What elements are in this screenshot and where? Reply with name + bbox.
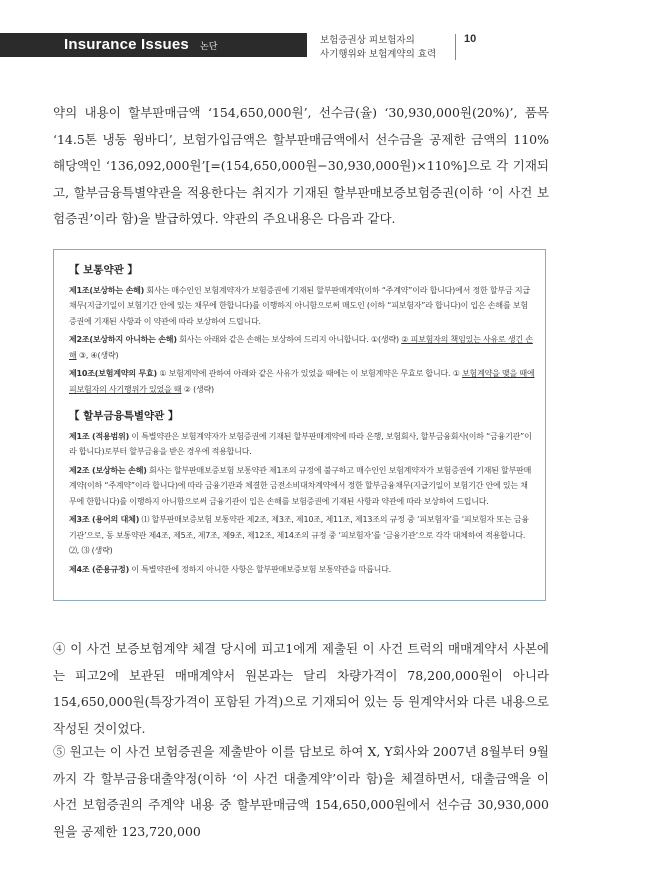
journal-title: Insurance Issues — [64, 36, 189, 53]
terms-box-content — [69, 263, 535, 580]
special-article-1 — [69, 429, 535, 460]
special-terms-title: 【 할부금융특별약관 】 — [69, 410, 179, 422]
article-heading: 제2조 (보상하는 손해) — [69, 465, 147, 475]
special-article-2 — [69, 463, 535, 510]
article-body: ⑴ 할부판매보증보험 보통약관 제2조, 제3조, 제10조, 제11조, 제13조의 규정 중 ‘피보험자’를 ‘피보험자 또는 금융기관’으로, 동 보통약관 제4조, 제5조, 제7조, 제9조, 제12조, 제14조의 규정 중 ‘피보험자’를 ‘금융기관’으로 각각 대체하여 적용합니다. — [69, 515, 529, 540]
special-article-3 — [69, 512, 535, 559]
general-terms-title: 【 보통약관 】 — [69, 264, 138, 276]
article-heading: 제10조(보험계약의 무효) — [69, 369, 157, 378]
header-divider — [455, 34, 456, 60]
article-heading: 제4조 (준용규정) — [69, 564, 130, 574]
page-number: 10 — [464, 33, 477, 45]
terms-box — [53, 249, 546, 601]
general-article-1 — [69, 283, 535, 330]
article-heading: 제1조 (적용범위) — [69, 431, 130, 441]
general-article-2 — [69, 332, 535, 363]
article-title — [320, 34, 436, 62]
article-body: 회사는 아래와 같은 손해는 보상하여 드리지 아니합니다. ①(생략) — [176, 335, 402, 344]
article-heading: 제3조 (용어의 대체) — [69, 515, 140, 524]
article-body: ③, ④(생략) — [76, 350, 119, 360]
section-label: 논단 — [200, 42, 218, 52]
article-body: 이 특별약관은 보험계약자가 보험증권에 기재된 할부판매계약에 따라 은행, 보험회사, 할부금융회사(이하 “금융기관”이라 합니다)로부터 할부금융을 받은 경우에 적용합니다. — [69, 431, 532, 456]
article-body: 회사는 매수인인 보험계약자가 보험증권에 기재된 할부판매계약(이하 “주계약”이라 합니다)에서 정한 할부금 지급채무(지급기일이 보험기간 안에 있는 채무에 한합니다)를 이행하지 아니함으로써 매도인 (이하 “피보험자”라 합니다)이 입은 손해를 보험증권에 기재된 사항과 이 약관에 따라 보상하여 드립니다. — [69, 285, 530, 326]
article-underlined-text: 보험계약을 맺을 때에 피보험자의 사기행위가 있었을 때 — [69, 369, 535, 394]
general-article-10 — [69, 366, 535, 397]
body-paragraph-3: ⑤ 원고는 이 사건 보험증권을 제출받아 이를 담보로 하여 X, Y회사와 2007년 8월부터 9월까지 각 할부금융대출약정(이하 ‘이 사건 대출계약’이라 함)을 체결하면서, 대출금액을 이 사건 보험증권의 주계약 내용 중 할부판매금액 154,650,000원에서 선수금 30,930,000원을 공제한 123,720,000 — [53, 744, 549, 839]
article-body: ① 보험계약에 관하여 아래와 같은 사유가 있었을 때에는 이 보험계약은 무효로 합니다. ① — [156, 369, 463, 378]
special-article-4 — [69, 562, 535, 578]
body-paragraph-2: ④ 이 사건 보증보험계약 체결 당시에 피고1에게 제출된 이 사건 트럭의 매매계약서 사본에는 피고2에 보관된 매매계약서 원본과는 달리 차량가격이 78,200,000원이 아니라 154,650,000원(특장가격이 포함된 가격)으로 기재되어 있는 등 원계약서와 다른 내용으로 작성된 것이었다. — [53, 641, 549, 736]
article-heading: 제1조(보상하는 손해) — [69, 285, 145, 295]
article-body: 회사는 할부판매보증보험 보통약관 제1조의 규정에 불구하고 매수인인 보험계약자가 보험증권에 기재된 할부판매계약(이하 “주계약”이라 합니다)에 따라 금융기관과 체결한 금전소비대차계약에서 정한 할부금융채무(지급기일이 보험기간 안에 있는 채무에 한합니다)를 이행하지 아니함으로써 금융기관이 입은 손해를 보험증권에 기재된 사항과 약관에 따라 보상하여 드립니다. — [69, 465, 532, 506]
article-title-line1: 보험증권상 피보험자의 — [320, 35, 415, 46]
body-paragraph-1: 약의 내용이 할부판매금액 ‘154,650,000원’, 선수금(율) ‘30,930,000원(20%)’, 품목 ‘14.5톤 냉동 윙바디’, 보험가입금액은 할부판매금액에서 선수금을 공제한 금액의 110% 해당액인 ‘136,092,000원’[=(154,650,000원−30,930,000원)×110%]으로 각 기재되고, 할부금융특별약관을 적용한다는 취지가 기재된 할부판매보증보험증권(이하 ‘이 사건 보험증권’이라 함)을 발급하였다. 약관의 주요내용은 다음과 같다. — [53, 105, 549, 226]
article-body: 이 특별약관에 정하지 아니한 사항은 할부판매보증보험 보통약관을 따릅니다. — [129, 564, 392, 574]
article-title-line2: 사기행위와 보험계약의 효력 — [320, 49, 437, 60]
article-underlined-text: ② 피보험자의 책임있는 사유로 생긴 손해 — [69, 335, 533, 360]
article-heading: 제2조(보상하지 아니하는 손해) — [69, 335, 177, 344]
article-body: ② (생략) — [181, 384, 214, 394]
article-omitted-note: ⑵, ⑶ (생략) — [69, 546, 113, 555]
